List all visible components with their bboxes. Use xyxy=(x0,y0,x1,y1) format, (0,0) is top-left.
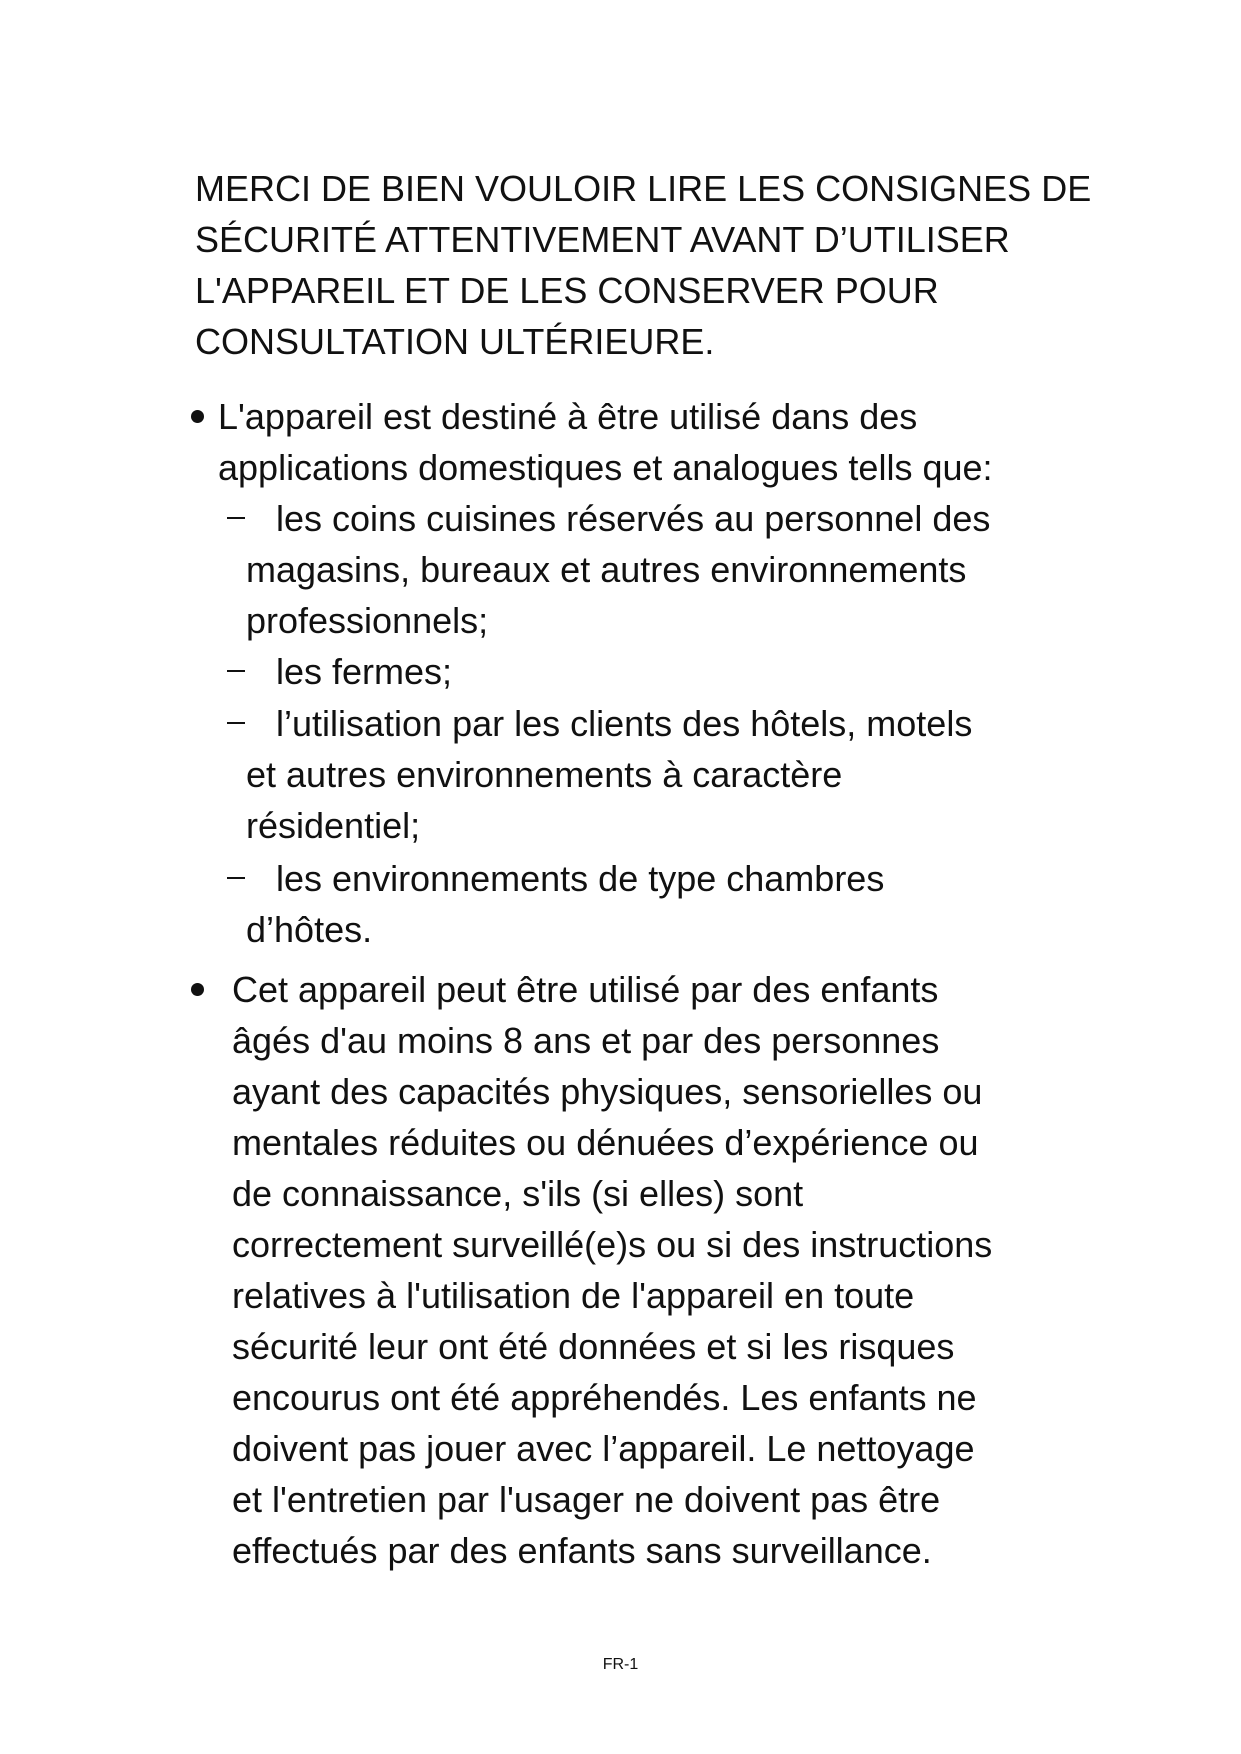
dash-icon xyxy=(227,722,245,724)
bullet-text-line: encourus ont été appréhendés. Les enfants ne xyxy=(232,1377,977,1418)
sub-item-line: l’utilisation par les clients des hôtels, motels xyxy=(276,703,973,744)
sub-item-farms xyxy=(276,646,452,697)
heading-line: L'APPAREIL ET DE LES CONSERVER POUR xyxy=(195,270,939,311)
dash-icon xyxy=(227,670,245,672)
bullet-icon xyxy=(191,410,204,423)
bullet-text-line: effectués par des enfants sans surveillance. xyxy=(232,1530,932,1571)
sub-item-hotels xyxy=(276,698,972,749)
sub-item-line: professionnels; xyxy=(246,600,489,641)
heading-line: CONSULTATION ULTÉRIEURE. xyxy=(195,321,715,362)
bullet-text-line: sécurité leur ont été données et si les risques xyxy=(232,1326,955,1367)
sub-item-line: d’hôtes. xyxy=(246,909,373,950)
bullet-text-line: Cet appareil peut être utilisé par des enfants xyxy=(232,969,939,1010)
bullet-text-line: doivent pas jouer avec l’appareil. Le nettoyage xyxy=(232,1428,975,1469)
bullet-text-line: âgés d'au moins 8 ans et par des personnes xyxy=(232,1020,940,1061)
bullet-text-line: relatives à l'utilisation de l'appareil en toute xyxy=(232,1275,915,1316)
sub-item-guest-rooms-cont xyxy=(246,904,372,955)
sub-item-line: les coins cuisines réservés au personnel des xyxy=(276,498,991,539)
sub-item-line: les environnements de type chambres xyxy=(276,858,885,899)
bullet-text-line: de connaissance, s'ils (si elles) sont xyxy=(232,1173,804,1214)
bullet-text-line: applications domestiques et analogues tells que: xyxy=(218,447,993,488)
sub-item-guest-rooms xyxy=(276,853,884,904)
bullet-text-line: correctement surveillé(e)s ou si des instructions xyxy=(232,1224,993,1265)
page-number: FR-1 xyxy=(602,1656,639,1673)
sub-item-line: les fermes; xyxy=(276,651,453,692)
heading-line: MERCI DE BIEN VOULOIR LIRE LES CONSIGNES DE xyxy=(195,168,1092,209)
dash-icon xyxy=(227,877,245,879)
bullet-text-line: mentales réduites ou dénuées d’expérience ou xyxy=(232,1122,979,1163)
sub-item-line: magasins, bureaux et autres environnements xyxy=(246,549,967,590)
bullet-item-intended-use xyxy=(218,391,993,493)
safety-heading xyxy=(195,163,1095,367)
sub-item-kitchens-cont xyxy=(246,544,966,646)
bullet-text-line: L'appareil est destiné à être utilisé dans des xyxy=(218,396,918,437)
bullet-text-line: ayant des capacités physiques, sensorielles ou xyxy=(232,1071,983,1112)
bullet-icon xyxy=(191,983,204,996)
heading-line: SÉCURITÉ ATTENTIVEMENT AVANT D’UTILISER xyxy=(195,219,1010,260)
sub-item-hotels-cont xyxy=(246,749,842,851)
bullet-text-line: et l'entretien par l'usager ne doivent pas être xyxy=(232,1479,941,1520)
sub-item-kitchens xyxy=(246,493,990,544)
sub-item-line: résidentiel; xyxy=(246,805,421,846)
sub-item-line: et autres environnements à caractère xyxy=(246,754,843,795)
bullet-item-children-supervision xyxy=(232,964,992,1576)
dash-icon xyxy=(227,517,245,519)
